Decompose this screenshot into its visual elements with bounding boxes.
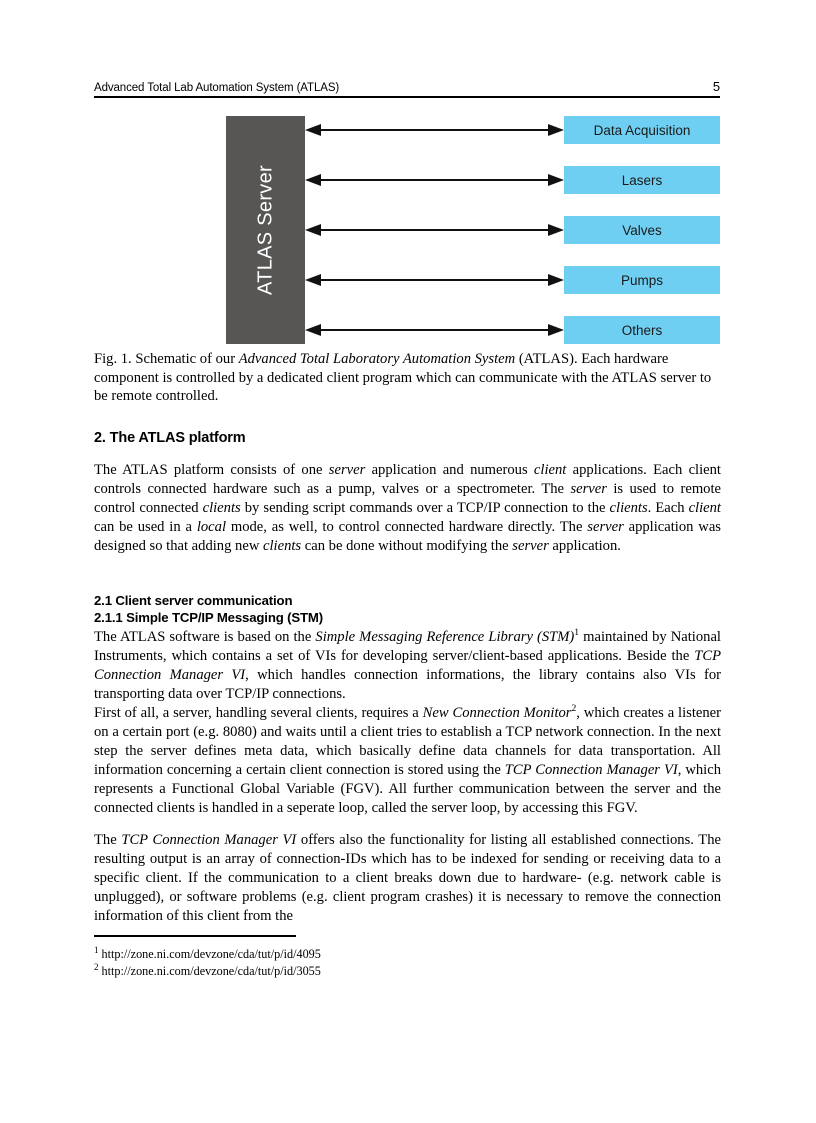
text-run: can be used in a <box>94 519 197 536</box>
text-run: maintained by National Instruments, which contains a set of VIs for developing server/client-based applications. Beside the <box>94 629 721 665</box>
paragraph-new-connection-monitor <box>94 704 721 818</box>
double-headed-arrow-icon <box>305 123 564 137</box>
footnote-number: 1 <box>94 944 99 955</box>
text-run: mode, as well, to control connected hardware directly. The <box>226 519 588 536</box>
italic-run: server <box>512 538 549 555</box>
paragraph-stm-library <box>94 628 721 704</box>
text-run: The <box>94 832 122 848</box>
text-run: , which creates a listener on a certain port (e.g. 8080) and waits until a client tries to establish a TCP network connection. In the next step the server defines meta data, which basically define data channels for data transportation. All information concerning a certain client connection is stored using the <box>94 705 722 779</box>
client-label: Valves <box>622 222 662 238</box>
text-run: by sending script commands over a TCP/IP connection to the <box>240 500 610 517</box>
heading-section-2: 2. The ATLAS platform <box>94 430 246 446</box>
text-run: is used to remote control connected <box>94 481 721 517</box>
text-run: , which represents a Functional Global Variable (FGV). All further communication between the server and the connected clients is handled in a seperate loop, called the server loop, by accessing this FGV. <box>94 762 721 817</box>
heading-section-2-1-1: 2.1.1 Simple TCP/IP Messaging (STM) <box>94 610 324 625</box>
text-run: application and numerous <box>365 462 534 478</box>
client-row-lasers <box>305 166 720 194</box>
footnote-url: http://zone.ni.com/devzone/cda/tut/p/id/3055 <box>98 964 321 978</box>
footnote-item-1 <box>94 946 524 963</box>
italic-run: client <box>533 462 567 478</box>
italic-run: TCP Connection Manager VI <box>504 762 678 779</box>
client-label: Data Acquisition <box>593 122 691 138</box>
italic-run: New Connection Monitor <box>422 705 572 721</box>
caption-text-2: (ATLAS). Each hardware component is controlled by a dedicated client program which can communicate with the ATLAS server to be remote controlled. <box>94 351 712 405</box>
client-box-lasers <box>564 166 720 194</box>
footnote-item-2 <box>94 963 524 980</box>
client-box-valves <box>564 216 720 244</box>
italic-run: server <box>328 462 366 478</box>
heading-section-2-1: 2.1 Client server communication <box>94 593 293 608</box>
double-headed-arrow-icon <box>305 323 564 337</box>
double-headed-arrow-icon <box>305 173 564 187</box>
client-row-others <box>305 316 720 344</box>
client-label: Others <box>621 322 663 338</box>
client-row-pumps <box>305 266 720 294</box>
client-label: Pumps <box>620 272 664 288</box>
text-run: offers also the functionality for listing all established connections. The resulting output is an array of connection-IDs which has to be indexed for sending or receiving data to a specific client. If the communication to a client breaks down due to hardware- (e.g. network cable is unplugged), or software problems (e.g. client program crashes) it is necessary to remove the connection information of this client from the <box>94 832 721 925</box>
italic-run: Simple Messaging Reference Library (STM) <box>315 629 575 645</box>
italic-run: server <box>570 481 607 498</box>
client-label: Lasers <box>621 172 663 188</box>
text-run: , which handles connection informations, the library contains also VIs for transporting data over TCP/IP connections. <box>94 667 721 703</box>
figure-caption <box>94 350 722 406</box>
header-title: Advanced Total Lab Automation System (ATLAS) <box>94 82 340 94</box>
atlas-server-box <box>226 116 305 344</box>
caption-text-1: Fig. 1. Schematic of our <box>94 351 239 367</box>
italic-run: local <box>196 519 227 536</box>
text-run: First of all, a server, handling several clients, requires a <box>94 705 423 721</box>
double-headed-arrow-icon <box>305 273 564 287</box>
italic-run: TCP Connection Manager VI <box>121 832 297 848</box>
italic-run: clients <box>202 500 241 517</box>
page-number: 5 <box>712 79 720 94</box>
header-divider <box>94 96 720 98</box>
client-box-others <box>564 316 720 344</box>
text-run: can be done without modifying the <box>301 538 513 555</box>
atlas-server-label: ATLAS Server <box>254 165 276 295</box>
italic-run: TCP Connection Manager VI <box>94 648 721 684</box>
footnote-marker-2: 2 <box>571 703 577 715</box>
footnote-divider <box>94 935 296 937</box>
italic-run: clients <box>263 538 302 555</box>
figure-1-schematic <box>94 110 720 348</box>
italic-run: server <box>587 519 624 536</box>
italic-run: client <box>688 500 721 517</box>
client-row-valves <box>305 216 720 244</box>
text-run: application. <box>548 538 621 555</box>
client-row-data-acquisition <box>305 116 720 144</box>
client-box-pumps <box>564 266 720 294</box>
text-run: The ATLAS platform consists of one <box>94 462 329 478</box>
client-box-data-acquisition <box>564 116 720 144</box>
paragraph-atlas-platform <box>94 461 721 556</box>
footnote-marker-1: 1 <box>574 627 580 639</box>
italic-run: clients <box>609 500 648 517</box>
text-run: applications. Each client controls connected hardware such as a pump, valves or a spectrometer. The <box>94 462 721 498</box>
running-header <box>94 79 720 94</box>
text-run: The ATLAS software is based on the <box>94 629 316 645</box>
double-headed-arrow-icon <box>305 223 564 237</box>
footnote-url: http://zone.ni.com/devzone/cda/tut/p/id/4095 <box>98 947 321 961</box>
footnote-list <box>94 946 524 980</box>
footnote-number: 2 <box>94 961 99 972</box>
text-run: application was designed so that adding new <box>94 519 721 555</box>
paragraph-tcp-connection-manager <box>94 831 721 926</box>
caption-italic-title: Advanced Total Laboratory Automation System <box>238 351 516 367</box>
text-run: . Each <box>647 500 689 517</box>
